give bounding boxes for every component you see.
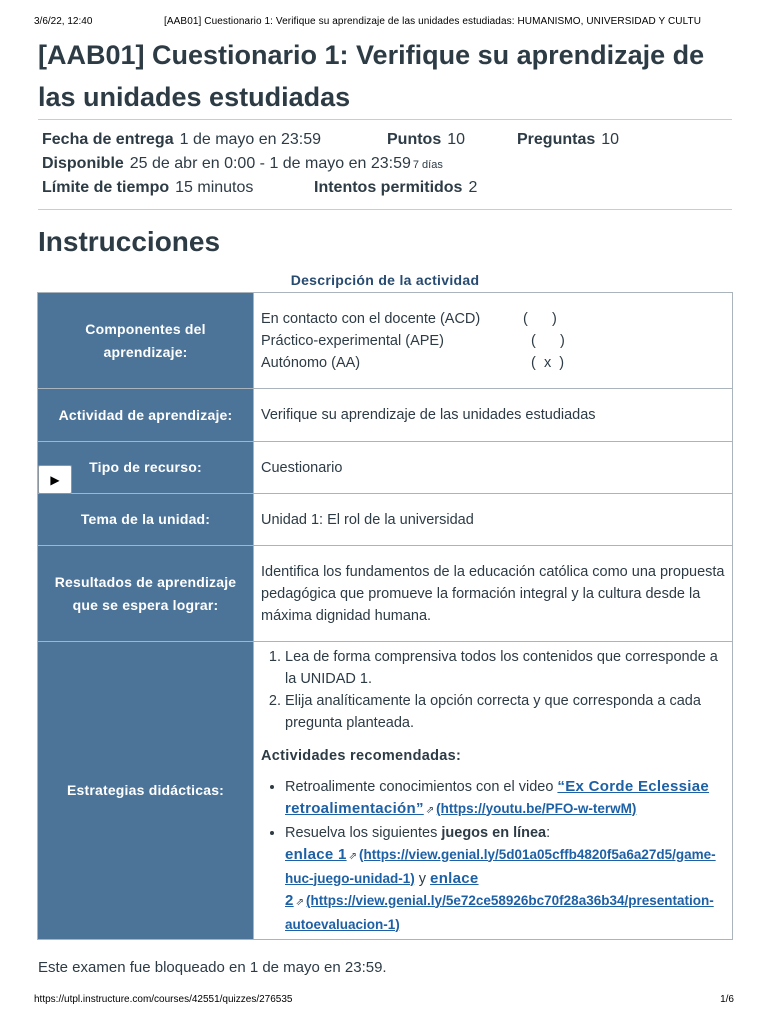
game-link-2[interactable]: enlace 2 bbox=[285, 869, 479, 909]
time-limit-label: Límite de tiempo bbox=[42, 179, 170, 196]
resource-label: Tipo de recurso: bbox=[38, 442, 254, 494]
questions bbox=[517, 131, 619, 149]
table-row-unit bbox=[38, 494, 733, 546]
step-item: 2. Elija analíticamente la opción correcta y que corresponda a cada pregunta planteada. bbox=[285, 690, 725, 734]
points-value: 10 bbox=[447, 131, 466, 148]
table-row-results bbox=[38, 546, 733, 642]
print-title: [AAB01] Cuestionario 1: Verifique su aprendizaje de las unidades estudiadas: HUMANISMO, UNIVERSIDAD Y CULTU bbox=[164, 16, 702, 27]
component-aa-mark: ( x ) bbox=[523, 354, 565, 371]
points bbox=[387, 131, 465, 149]
time-limit bbox=[42, 179, 253, 197]
recommended-video-text: Retroalimente conocimientos con el video bbox=[285, 778, 558, 795]
attempts-label: Intentos permitidos bbox=[314, 179, 463, 196]
external-link-icon[interactable]: ⇗ bbox=[425, 804, 435, 816]
availability-label: Disponible bbox=[42, 155, 124, 172]
component-aa-name: Autónomo (AA) bbox=[261, 354, 361, 371]
game-link-1[interactable]: enlace 1 bbox=[285, 845, 347, 863]
conjunction-text: y bbox=[414, 870, 431, 887]
print-date: 3/6/22, 12:40 bbox=[34, 16, 93, 27]
unit-label: Tema de la unidad: bbox=[38, 494, 254, 546]
questions-value: 10 bbox=[601, 131, 620, 148]
due-date bbox=[42, 131, 321, 149]
component-acd bbox=[261, 308, 725, 330]
component-ape-name: Práctico-experimental (APE) bbox=[261, 332, 444, 349]
locked-message: Este examen fue bloqueado en 1 de mayo en 23:59. bbox=[38, 959, 387, 976]
page-number: 1/6 bbox=[720, 994, 734, 1005]
step-item: 1. Lea de forma comprensiva todos los contenidos que corresponde a la UNIDAD 1. bbox=[285, 646, 725, 690]
resource-value: Cuestionario bbox=[254, 442, 733, 494]
recommended-video-item bbox=[285, 776, 725, 822]
component-ape bbox=[261, 330, 725, 352]
strategies-value bbox=[254, 642, 733, 940]
component-acd-mark: ( ) bbox=[523, 310, 557, 327]
activity-table bbox=[37, 292, 733, 940]
activity-value: Verifique su aprendizaje de las unidades estudiadas bbox=[254, 389, 733, 442]
component-acd-name: En contacto con el docente (ACD) bbox=[261, 310, 481, 327]
divider-top bbox=[38, 119, 732, 120]
availability bbox=[42, 155, 443, 173]
recommended-games-bold: juegos en línea bbox=[441, 824, 547, 841]
game-url-link-1[interactable]: (https://view.genial.ly/5d01a05cffb4820f5a6a27d5/game-huc-juego-unidad-1) bbox=[285, 846, 716, 886]
table-row-resource bbox=[38, 442, 733, 494]
quiz-title: [AAB01] Cuestionario 1: Verifique su aprendizaje de las unidades estudiadas bbox=[38, 40, 705, 112]
component-aa bbox=[261, 352, 725, 374]
recommended-games-text: Resuelva los siguientes bbox=[285, 824, 442, 841]
components-label: Componentes del aprendizaje: bbox=[38, 293, 254, 389]
components-value bbox=[254, 293, 733, 389]
game-url-link-2[interactable]: (https://view.genial.ly/5e72ce58926bc70f28a36b34/presentation-autoevaluacion-1) bbox=[285, 892, 714, 932]
unit-value: Unidad 1: El rol de la universidad bbox=[254, 494, 733, 546]
due-date-value: 1 de mayo en 23:59 bbox=[179, 131, 322, 148]
video-url-link[interactable]: (https://youtu.be/PFO-w-terwM) bbox=[436, 800, 637, 816]
recommended-games-colon: : bbox=[546, 824, 551, 841]
print-footer bbox=[34, 994, 734, 1005]
external-link-icon[interactable]: ⇗ bbox=[348, 850, 357, 862]
strategies-label: Estrategias didácticas: bbox=[38, 642, 254, 940]
steps-list bbox=[261, 646, 725, 734]
instructions-heading: Instrucciones bbox=[38, 226, 221, 257]
availability-days: 7 días bbox=[412, 159, 443, 171]
external-link-icon[interactable]: ⇗ bbox=[295, 896, 305, 908]
activity-label: Actividad de aprendizaje: bbox=[38, 389, 254, 442]
play-button[interactable] bbox=[38, 465, 72, 494]
play-icon: ▶ bbox=[50, 472, 60, 487]
points-label: Puntos bbox=[387, 131, 442, 148]
video-link[interactable]: “Ex Corde Eclessiae retroalimentación” bbox=[285, 777, 710, 817]
questions-label: Preguntas bbox=[517, 131, 596, 148]
divider-bottom bbox=[38, 209, 732, 210]
print-url: https://utpl.instructure.com/courses/42551/quizzes/276535 bbox=[34, 994, 293, 1005]
component-ape-mark: ( ) bbox=[523, 332, 565, 349]
due-date-label: Fecha de entrega bbox=[42, 131, 174, 148]
results-label: Resultados de aprendizaje que se espera lograr: bbox=[38, 546, 254, 642]
attempts-value: 2 bbox=[468, 179, 478, 196]
recommended-list bbox=[261, 776, 725, 936]
availability-value: 25 de abr en 0:00 - 1 de mayo en 23:59 bbox=[129, 155, 411, 172]
table-row-strategies bbox=[38, 642, 733, 940]
table-row-components bbox=[38, 293, 733, 389]
table-row-activity bbox=[38, 389, 733, 442]
activity-description-caption: Descripción de la actividad bbox=[290, 272, 480, 288]
recommended-activities-heading: Actividades recomendadas: bbox=[261, 747, 462, 764]
time-limit-value: 15 minutos bbox=[175, 179, 254, 196]
attempts bbox=[314, 179, 477, 197]
results-value: Identifica los fundamentos de la educación católica como una propuesta pedagógica que promueve la formación integral y la cultura desde la máxima dignidad humana. bbox=[254, 546, 733, 642]
recommended-games-item bbox=[285, 822, 725, 936]
